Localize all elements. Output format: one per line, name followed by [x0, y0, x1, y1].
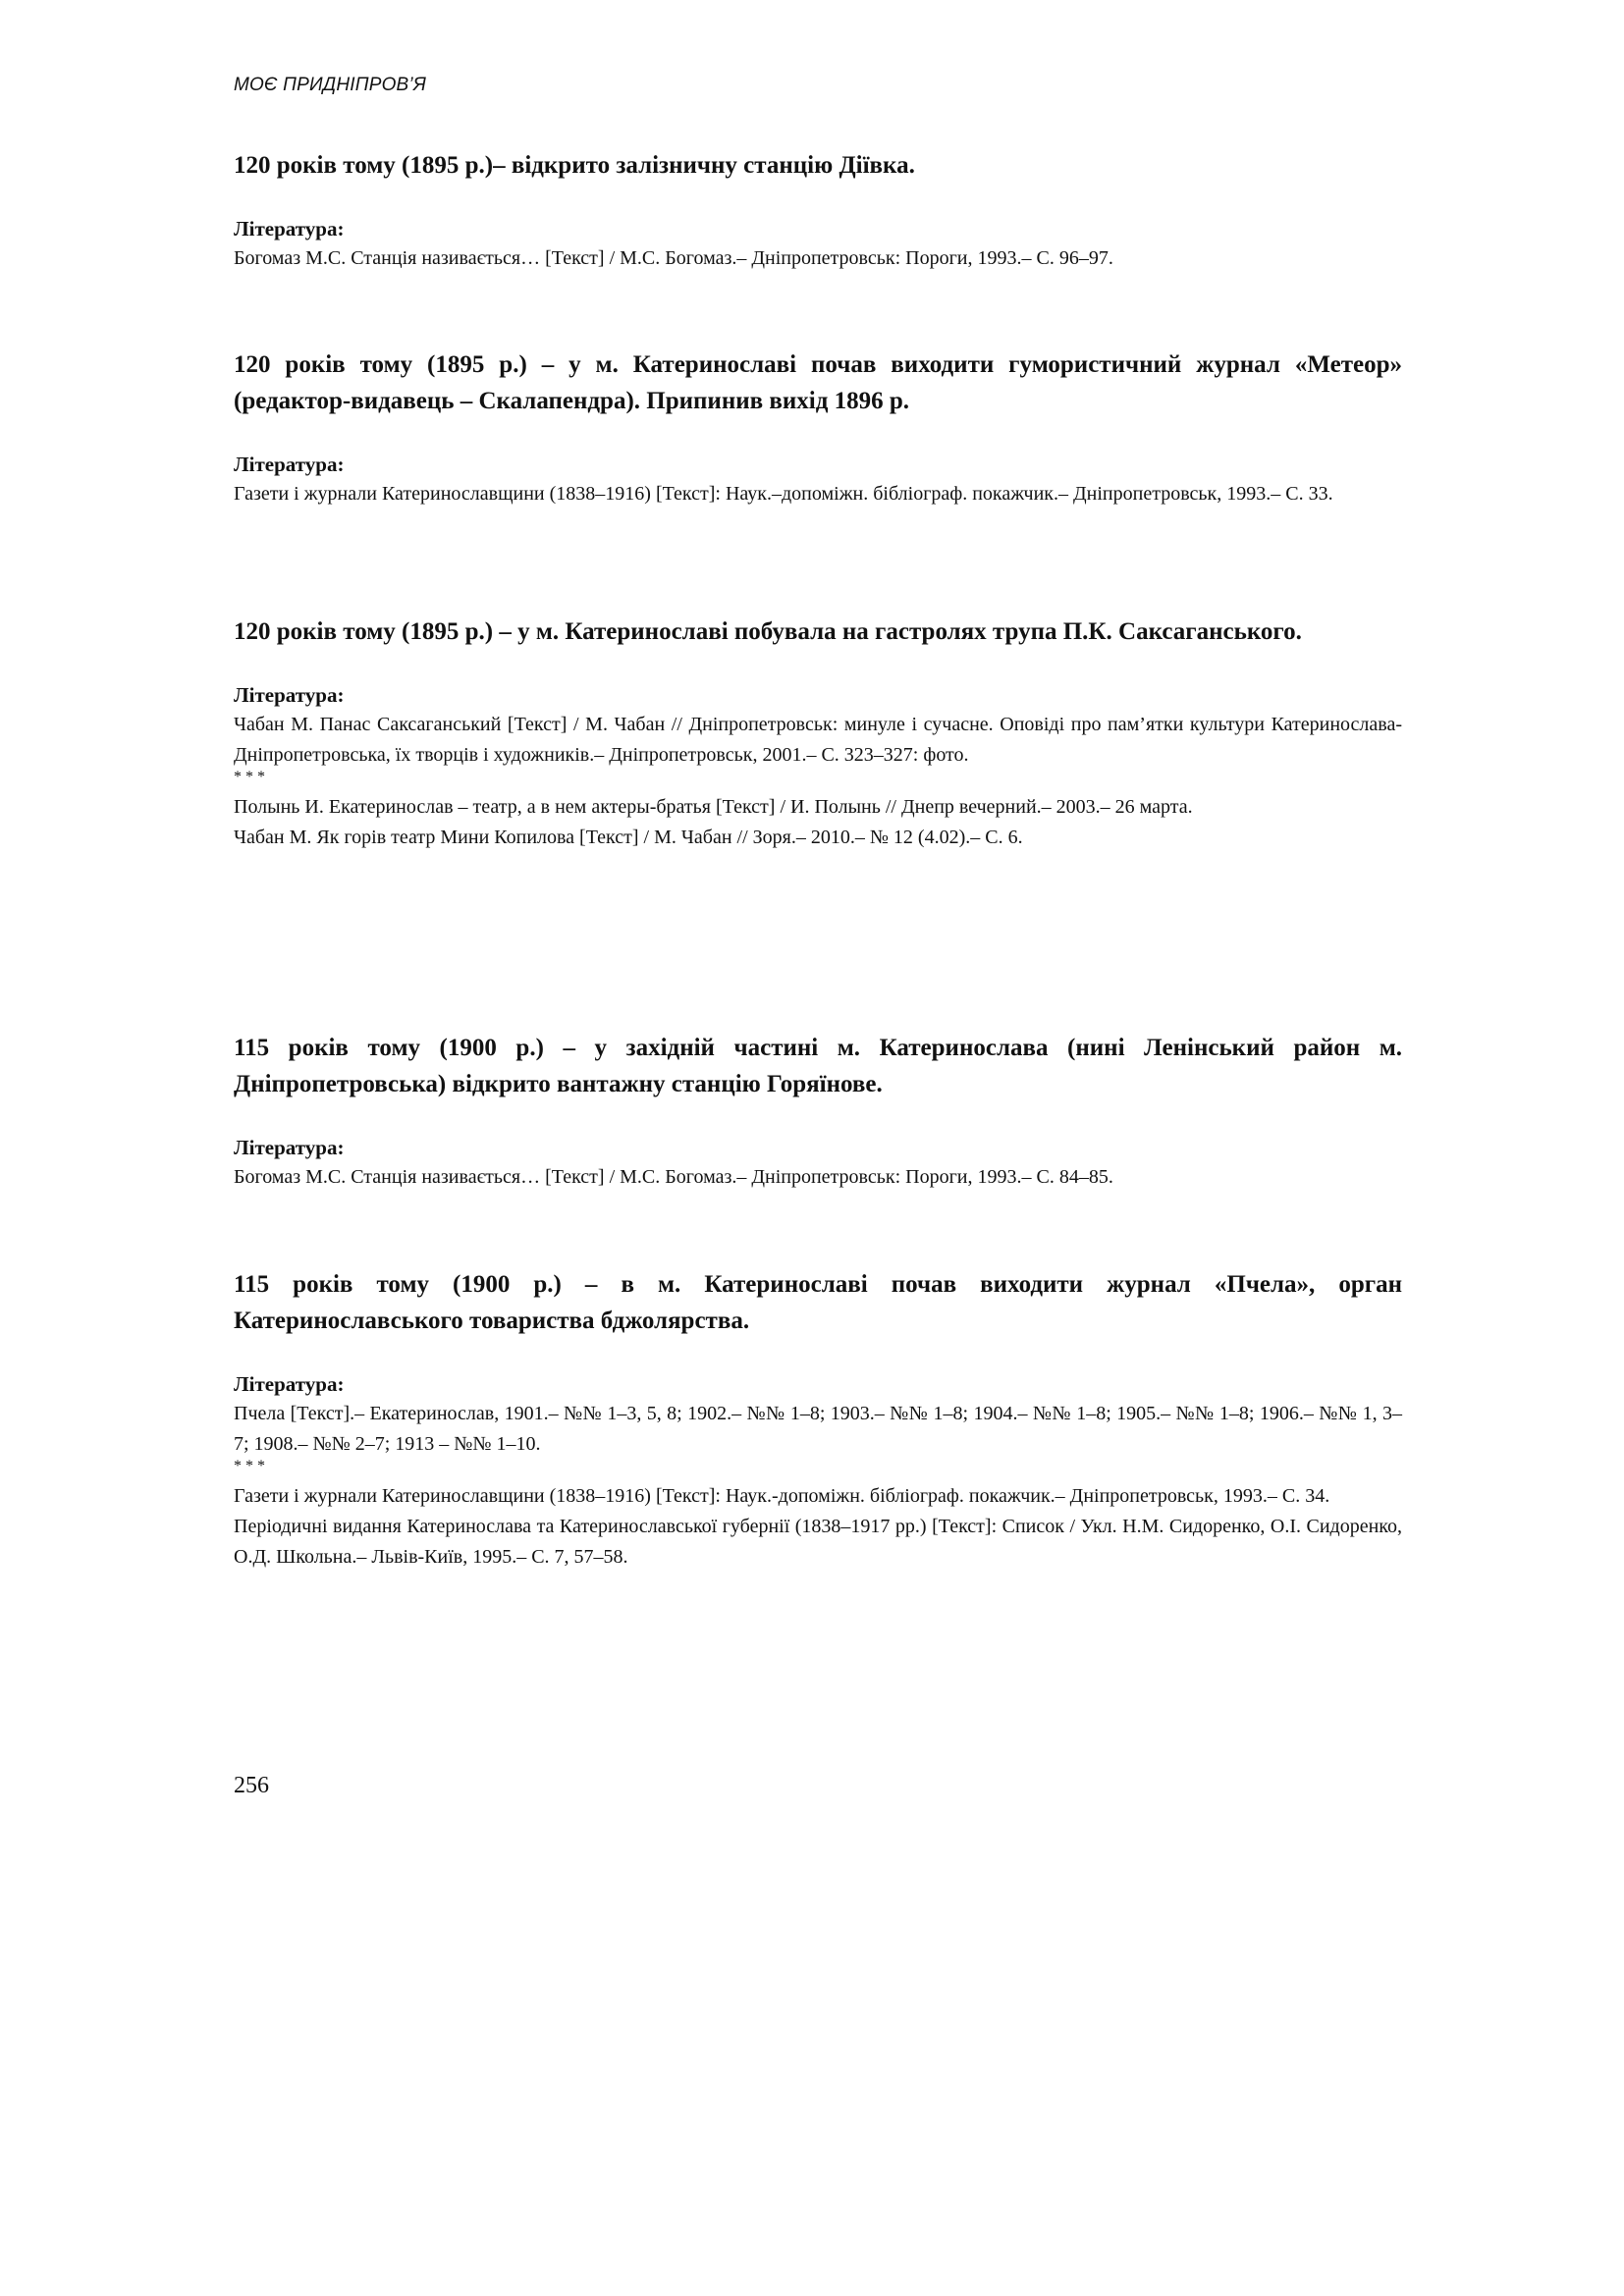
reference: Пчела [Текст].– Екатеринослав, 1901.– №№ 1–3, 5, 8; 1902.– №№ 1–8; 1903.– №№ 1–8; 1904.– №№ 1–8; 1905.– №№ 1–8; 1906.– №№ 1, 3–7; 1908.– №№ 2–7; 1913 – №№ 1–10. — [234, 1403, 1402, 1455]
reference: Богомаз М.С. Станція називається… [Текст] / М.С. Богомаз.– Дніпропетровськ: Пороги, 1993.– С. 84–85. — [234, 1166, 1113, 1188]
entry-heading: 120 років тому (1895 р.)– відкрито залізничну станцію Діївка. — [234, 152, 915, 179]
page-number: 256 — [234, 1773, 269, 1798]
separator: * * * — [234, 1458, 265, 1474]
reference: Чабан М. Як горів театр Мини Копилова [Текст] / М. Чабан // Зоря.– 2010.– № 12 (4.02).– С. 6. — [234, 827, 1023, 848]
separator: * * * — [234, 769, 265, 785]
entry-pchela — [234, 1266, 1402, 1573]
entry-saksahanskyi — [234, 614, 1402, 853]
entry-heading: 120 років тому (1895 р.) – у м. Катеринославі почав виходити гумористичний журнал «Метеор» (редактор-видавець – Скалапендра). Припинив вихід 1896 р. — [234, 351, 1402, 414]
reference: Періодичні видання Катеринослава та Катеринославської губернії (1838–1917 рр.) [Текст]: Список / Укл. Н.М. Сидоренко, О.І. Сидоренко, О.Д. Школьна.– Львів-Київ, 1995.– С. 7, 57–58. — [234, 1516, 1402, 1568]
reference: Газети і журнали Катеринославщини (1838–1916) [Текст]: Наук.–допоміжн. бібліограф. покажчик.– Дніпропетровськ, 1993.– С. 33. — [234, 483, 1333, 505]
literature-label: Література: — [234, 217, 345, 240]
entry-heading: 115 років тому (1900 р.) – у західній частині м. Катеринослава (нині Ленінський район м. Дніпропетровська) відкрито вантажну станцію Горяїнове. — [234, 1035, 1402, 1097]
reference: Полынь И. Екатеринослав – театр, а в нем актеры-братья [Текст] / И. Полынь // Днепр вечерний.– 2003.– 26 марта. — [234, 796, 1193, 818]
literature-label: Література: — [234, 683, 345, 707]
entry-meteor — [234, 347, 1402, 509]
entry-heading: 120 років тому (1895 р.) – у м. Катеринославі побувала на гастролях трупа П.К. Саксаганського. — [234, 618, 1302, 645]
literature-label: Література: — [234, 1136, 345, 1159]
literature-label: Література: — [234, 1372, 345, 1396]
entry-diivka — [234, 147, 1402, 274]
entry-horiainove — [234, 1030, 1402, 1193]
reference: Газети і журнали Катеринославщини (1838–1916) [Текст]: Наук.-допоміжн. бібліограф. покажчик.– Дніпропетровськ, 1993.– С. 34. — [234, 1485, 1330, 1507]
running-header: МОЄ ПРИДНІПРОВ’Я — [234, 75, 427, 95]
literature-label: Література: — [234, 453, 345, 476]
reference: Богомаз М.С. Станція називається… [Текст] / М.С. Богомаз.– Дніпропетровськ: Пороги, 1993.– С. 96–97. — [234, 247, 1113, 269]
entry-heading: 115 років тому (1900 р.) – в м. Катеринославі почав виходити журнал «Пчела», орган Катеринославського товариства бджолярства. — [234, 1271, 1402, 1334]
reference: Чабан М. Панас Саксаганський [Текст] / М. Чабан // Дніпропетровськ: минуле і сучасне. Оповіді про пам’ятки культури Катеринослава-Дніпропетровська, їх творців і художників.– Дніпропетровськ, 2001.– С. 323–327: фото. — [234, 714, 1402, 766]
